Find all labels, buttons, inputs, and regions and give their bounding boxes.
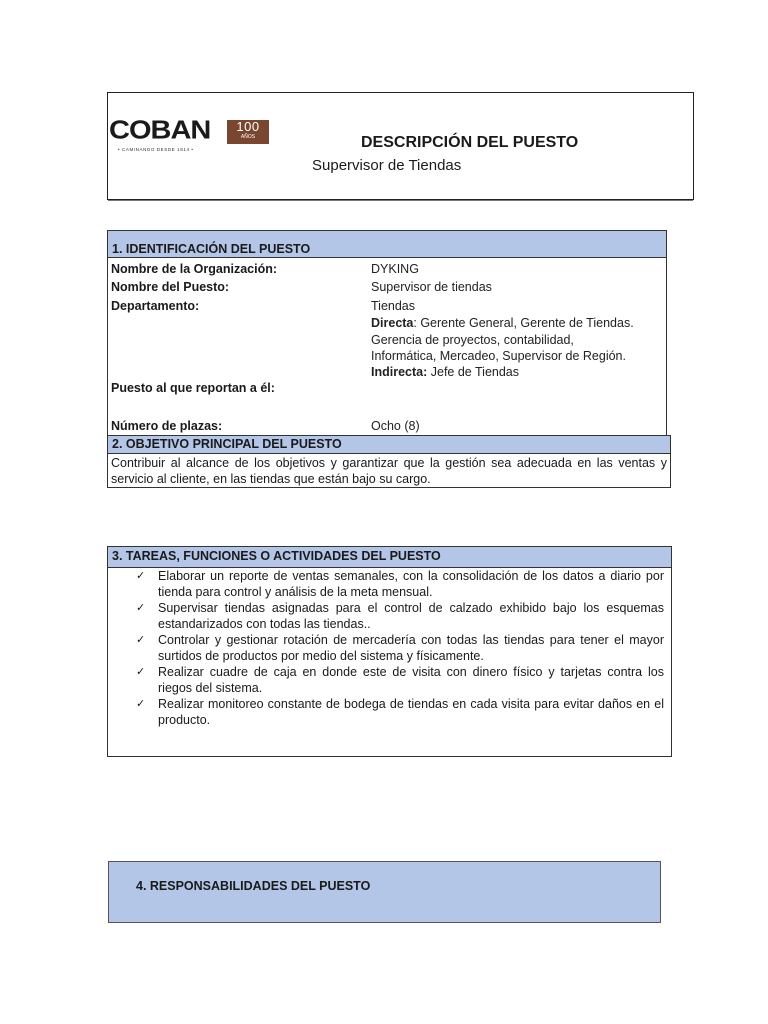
departamento-label: Departamento: (111, 299, 200, 313)
plazas-label: Número de plazas: (111, 419, 223, 433)
org-value: DYKING (371, 262, 419, 276)
org-label: Nombre de la Organización: (111, 262, 278, 276)
directa-line-2: Gerencia de proyectos, contabilidad, (371, 333, 574, 347)
document-subtitle: Supervisor de Tiendas (312, 157, 462, 174)
indirecta-value: Jefe de Tiendas (427, 365, 519, 379)
departamento-value: Tiendas (371, 299, 416, 313)
checkmark-icon: ✓ (136, 666, 146, 678)
plazas-value: Ocho (8) (371, 419, 420, 433)
task-item: ✓ Realizar cuadre de caja en donde este de visita con dinero físico y tarjetas contra los riegos del sistema. (136, 665, 664, 695)
task-item: ✓ Realizar monitoreo constante de bodega de tiendas en cada visita para evitar daños en el producto. (136, 697, 664, 727)
checkmark-icon: ✓ (136, 698, 146, 710)
section-3-heading: 3. TAREAS, FUNCIONES O ACTIVIDADES DEL PUESTO (107, 546, 672, 568)
task-list (136, 569, 664, 729)
section-1-heading: 1. IDENTIFICACIÓN DEL PUESTO (107, 230, 667, 258)
checkmark-icon: ✓ (136, 570, 146, 582)
task-item: ✓ Controlar y gestionar rotación de mercadería con todas las tiendas para tener el mayor surtidos de productos por medio del sistema y físicamente. (136, 633, 664, 663)
section-4-heading: 4. RESPONSABILIDADES DEL PUESTO (136, 879, 371, 893)
section-2-heading: 2. OBJETIVO PRINCIPAL DEL PUESTO (107, 435, 671, 454)
reportan-label: Puesto al que reportan a él: (111, 381, 275, 395)
task-item: ✓ Supervisar tiendas asignadas para el control de calzado exhibido bajo los esquemas estandarizados con todas las tiendas.. (136, 601, 664, 631)
directa-value: : Gerente General, Gerente de Tiendas. (413, 316, 634, 330)
directa-line (371, 316, 634, 330)
directa-label: Directa (371, 316, 414, 330)
task-item: ✓ Elaborar un reporte de ventas semanales, con la consolidación de los datos a diario por tienda para control y análisis de la meta mensual. (136, 569, 664, 599)
logo-brand: COBAN (109, 116, 211, 145)
coban-logo (108, 118, 268, 156)
logo-badge (227, 120, 269, 144)
puesto-value: Supervisor de tiendas (371, 280, 492, 294)
directa-line-3: Informática, Mercadeo, Supervisor de Región. (371, 349, 626, 363)
indirecta-line (371, 365, 519, 379)
document-title: DESCRIPCIÓN DEL PUESTO (361, 134, 579, 151)
logo-badge-number: 100 (236, 119, 260, 134)
logo-tagline: • CAMINANDO DESDE 1914 • (118, 147, 194, 152)
indirecta-label: Indirecta: (371, 365, 428, 379)
puesto-label: Nombre del Puesto: (111, 280, 230, 294)
checkmark-icon: ✓ (136, 602, 146, 614)
checkmark-icon: ✓ (136, 634, 146, 646)
objetivo-text: Contribuir al alcance de los objetivos y garantizar que la gestión sea adecuada en las ventas y servicio al cliente, en las tiendas que están bajo su cargo. (111, 456, 667, 486)
logo-badge-sub: AÑOS (240, 134, 256, 140)
